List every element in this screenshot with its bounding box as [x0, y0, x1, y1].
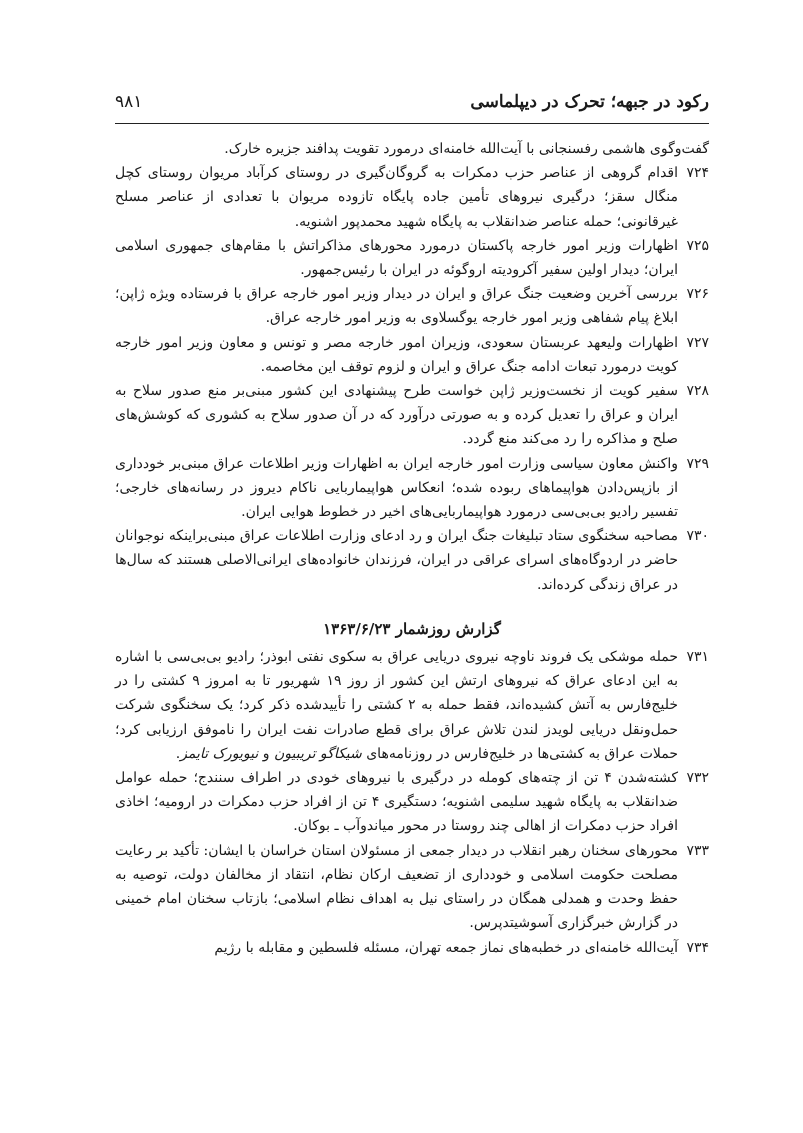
conjunction: و	[262, 745, 270, 762]
entry-number: ۷۲۷	[686, 334, 709, 351]
list-item	[115, 161, 709, 234]
section-heading: گزارش روزشمار ۱۳۶۳/۶/۲۳	[323, 619, 501, 638]
list-item	[115, 379, 709, 452]
entry-text: سفیر کویت از نخست‌وزیر ژاپن خواست طرح پیشنهادی این کشور مبنی‌بر منع صدور سلاح به ایران و عراق را تعدیل کرده و به صورتی درآورد که در آن صدور سلاح به کشوری که کوشش‌های صلح و مذاکره را رد می‌کند منع گردد.	[115, 383, 678, 448]
header-divider	[115, 123, 709, 124]
entry-text: مصاحبه سخنگوی ستاد تبلیغات جنگ ایران و رد ادعای وزارت اطلاعات عراق مبنی‌براینکه نوجوانان حاضر در اردوگاه‌های اسرای عراقی در ایران، فرزندان خانواده‌های ایرانی‌الاصلی هستند که سال‌ها در عراق زندگی کرده‌اند.	[115, 528, 678, 593]
entry-number: ۷۳۰	[686, 528, 709, 545]
entry-number: ۷۲۸	[686, 383, 709, 400]
page-header	[115, 88, 709, 118]
entry-number: ۷۳۲	[686, 770, 709, 787]
list-item	[115, 839, 709, 936]
entry-number: ۷۲۵	[686, 237, 709, 254]
publication-name: نیویورک تایمز	[180, 745, 259, 762]
entry-text-body: حمله موشکی یک فروند ناوچه نیروی دریایی عراق به سکوی نفتی ابوذر؛ رادیو بی‌بی‌سی با اشاره به این ادعای عراق که نیروهای ارتش این کشور از روز ۱۹ شهریور تا به امروز ۹ کشتی را در خلیج‌فارس به آتش کشیده‌اند، فقط حمله به ۲ کشتی را تأییدشده ذکر کرد؛ یک سخنگوی شرکت حمل‌ونقل دریایی لویدز لندن تلاش عراق برای قطع صادرات نفت ایران را ناموفق ارزیابی کرد؛ حملات عراق به کشتی‌ها در خلیج‌فارس در روزنامه‌های	[115, 649, 679, 762]
list-item	[115, 645, 709, 766]
page-number: ۹۸۱	[115, 92, 143, 112]
entry-number: ۷۲۶	[686, 286, 709, 303]
list-item	[115, 936, 709, 960]
list-item	[115, 282, 709, 330]
entry-number: ۷۳۴	[686, 939, 709, 956]
entry-text: آیت‌الله خامنه‌ای در خطبه‌های نماز جمعه تهران، مسئله فلسطین و مقابله با رژیم	[214, 939, 678, 956]
entry-number: ۷۳۱	[686, 649, 709, 666]
entry-text: بررسی آخرین وضعیت جنگ عراق و ایران در دیدار وزیر امور خارجه عراق با فرستاده ویژه ژاپن؛ ابلاغ پیام شفاهی وزیر امور خارجه یوگسلاوی به وزیر امور خارجه عراق.	[115, 286, 678, 327]
entry-text: اظهارات ولیعهد عربستان سعودی، وزیران امور خارجه مصر و تونس و معاون وزیر امور خارجه کویت درمورد تبعات ادامه جنگ عراق و ایران و لزوم توقف این مخاصمه.	[115, 334, 678, 375]
entry-text: اقدام گروهی از عناصر حزب دمکرات به گروگان‌گیری در روستای کرآباد مریوان روستای کچل منگال سقز؛ درگیری نیروهای تأمین جاده پایگاه تازوده مریوان با تعدادی از عناصر مسلح غیرقانونی؛ حمله عناصر ضدانقلاب به پایگاه شهید محمدپور اشنویه.	[115, 165, 678, 230]
entry-text: کشته‌شدن ۴ تن از چته‌های کومله در درگیری با نیروهای خودی در اطراف سنندج؛ حمله عوامل ضدانقلاب به پایگاه شهید سلیمی اشنویه؛ دستگیری ۴ تن از افراد حزب دمکرات در ارومیه؛ اخاذی افراد حزب دمکرات از اهالی چند روستا در محور میاندوآب ـ بوکان.	[115, 770, 678, 835]
list-item	[115, 524, 709, 597]
page-body	[115, 137, 709, 960]
running-title: رکود در جبهه؛ تحرک در دیپلماسی	[470, 92, 709, 112]
intro-paragraph: گفت‌وگوی هاشمی رفسنجانی با آیت‌الله خامنه‌ای درمورد تقویت پدافند جزیره خارک.	[224, 141, 709, 157]
entry-number: ۷۲۴	[686, 165, 709, 182]
end-mark: .	[175, 745, 181, 762]
list-item	[115, 766, 709, 839]
list-item	[115, 331, 709, 379]
publication-name: شیکاگو تریبیون	[273, 745, 362, 762]
list-item	[115, 234, 709, 282]
entry-text: محورهای سخنان رهبر انقلاب در دیدار جمعی از مسئولان استان خراسان با ایشان: تأکید بر رعایت مصلحت حکومت اسلامی و خودداری از تضعیف ارکان نظام، انتقاد از مخالفان دولت، توصیه به حفظ وحدت و همدلی همگان در راستای نیل به اهداف نظام اسلامی؛ بازتاب سخنان امام خمینی در گزارش خبرگزاری آسوشیتدپرس.	[115, 842, 678, 932]
entry-text: واکنش معاون سیاسی وزارت امور خارجه ایران به اظهارات وزیر اطلاعات عراق مبنی‌بر خودداری از بازپس‌دادن هواپیماهای ربوده شده؛ انعکاس هواپیماربایی ناکام دیروز در رسانه‌های خارجی؛ تفسیر رادیو بی‌بی‌سی درمورد هواپیماربایی‌های اخیر در خطوط هوایی ایران.	[115, 455, 678, 521]
list-item	[115, 452, 709, 525]
entry-number: ۷۳۳	[686, 842, 709, 859]
entry-text	[115, 645, 678, 766]
entry-text: اظهارات وزیر امور خارجه پاکستان درمورد محورهای مذاکراتش با مقام‌های جمهوری اسلامی ایران؛ دیدار اولین سفیر آکرودیته اروگوئه در ایران با رئیس‌جمهور.	[115, 237, 678, 279]
entry-number: ۷۲۹	[686, 455, 709, 472]
